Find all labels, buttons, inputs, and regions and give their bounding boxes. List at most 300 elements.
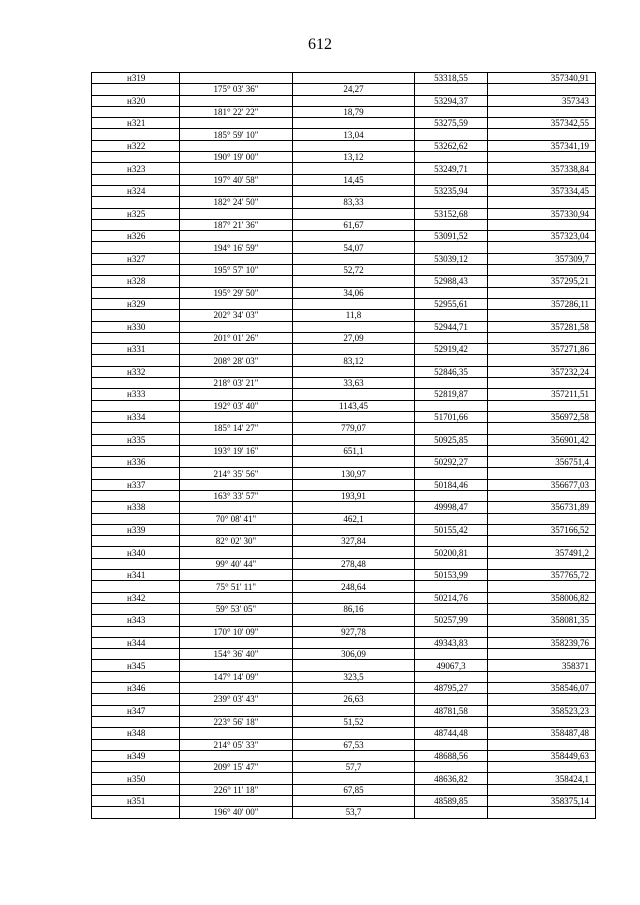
x-coordinate-cell: 49343,83 xyxy=(415,637,488,648)
distance-cell xyxy=(293,321,415,332)
y-coordinate-cell xyxy=(488,355,596,366)
y-coordinate-cell: 357211,51 xyxy=(488,389,596,400)
point-name-cell xyxy=(92,490,180,501)
point-name-cell xyxy=(92,468,180,479)
distance-cell: 462,1 xyxy=(293,513,415,524)
distance-cell: 52,72 xyxy=(293,265,415,276)
distance-cell xyxy=(293,502,415,513)
point-name-cell: н333 xyxy=(92,389,180,400)
segment-row xyxy=(92,784,596,795)
direction-angle-cell xyxy=(180,208,293,219)
x-coordinate-cell xyxy=(415,784,488,795)
direction-angle-cell: 163° 33' 57" xyxy=(180,490,293,501)
x-coordinate-cell xyxy=(415,762,488,773)
distance-cell: 33,63 xyxy=(293,378,415,389)
x-coordinate-cell xyxy=(415,242,488,253)
y-coordinate-cell: 358523,23 xyxy=(488,705,596,716)
point-name-cell xyxy=(92,310,180,321)
point-name-cell: н335 xyxy=(92,434,180,445)
direction-angle-cell xyxy=(180,796,293,807)
distance-cell xyxy=(293,366,415,377)
x-coordinate-cell xyxy=(415,152,488,163)
segment-row xyxy=(92,332,596,343)
y-coordinate-cell xyxy=(488,784,596,795)
x-coordinate-cell xyxy=(415,355,488,366)
point-name-cell xyxy=(92,219,180,230)
distance-cell xyxy=(293,298,415,309)
coordinates-table xyxy=(91,72,596,819)
x-coordinate-cell xyxy=(415,310,488,321)
x-coordinate-cell xyxy=(415,603,488,614)
distance-cell xyxy=(293,683,415,694)
direction-angle-cell: 193° 19' 16" xyxy=(180,445,293,456)
distance-cell xyxy=(293,118,415,129)
point-row xyxy=(92,502,596,513)
distance-cell: 248,64 xyxy=(293,581,415,592)
distance-cell xyxy=(293,570,415,581)
point-name-cell: н320 xyxy=(92,95,180,106)
direction-angle-cell xyxy=(180,502,293,513)
segment-row xyxy=(92,400,596,411)
distance-cell: 18,79 xyxy=(293,106,415,117)
direction-angle-cell xyxy=(180,773,293,784)
distance-cell: 14,45 xyxy=(293,174,415,185)
direction-angle-cell xyxy=(180,231,293,242)
x-coordinate-cell xyxy=(415,84,488,95)
point-name-cell: н329 xyxy=(92,298,180,309)
y-coordinate-cell xyxy=(488,378,596,389)
segment-row xyxy=(92,242,596,253)
direction-angle-cell xyxy=(180,637,293,648)
direction-angle-cell: 190° 19' 00" xyxy=(180,152,293,163)
segment-row xyxy=(92,671,596,682)
distance-cell xyxy=(293,344,415,355)
direction-angle-cell: 208° 28' 03" xyxy=(180,355,293,366)
y-coordinate-cell xyxy=(488,603,596,614)
distance-cell xyxy=(293,185,415,196)
y-coordinate-cell: 357232,24 xyxy=(488,366,596,377)
point-name-cell: н330 xyxy=(92,321,180,332)
y-coordinate-cell xyxy=(488,807,596,818)
direction-angle-cell: 175° 03' 36" xyxy=(180,84,293,95)
x-coordinate-cell: 50214,76 xyxy=(415,592,488,603)
direction-angle-cell xyxy=(180,253,293,264)
point-name-cell xyxy=(92,739,180,750)
distance-cell xyxy=(293,411,415,422)
direction-angle-cell: 214° 05' 33" xyxy=(180,739,293,750)
y-coordinate-cell: 358487,48 xyxy=(488,728,596,739)
distance-cell: 83,12 xyxy=(293,355,415,366)
point-name-cell: н319 xyxy=(92,73,180,84)
point-row xyxy=(92,185,596,196)
y-coordinate-cell xyxy=(488,626,596,637)
point-name-cell xyxy=(92,581,180,592)
x-coordinate-cell: 50292,27 xyxy=(415,457,488,468)
distance-cell xyxy=(293,637,415,648)
y-coordinate-cell: 357295,21 xyxy=(488,276,596,287)
point-name-cell: н325 xyxy=(92,208,180,219)
direction-angle-cell: 226° 11' 18" xyxy=(180,784,293,795)
segment-row xyxy=(92,129,596,140)
point-name-cell xyxy=(92,332,180,343)
y-coordinate-cell: 357330,94 xyxy=(488,208,596,219)
point-row xyxy=(92,434,596,445)
y-coordinate-cell: 357281,58 xyxy=(488,321,596,332)
direction-angle-cell: 182° 24' 50" xyxy=(180,197,293,208)
distance-cell: 86,16 xyxy=(293,603,415,614)
direction-angle-cell xyxy=(180,344,293,355)
point-row xyxy=(92,163,596,174)
y-coordinate-cell xyxy=(488,468,596,479)
y-coordinate-cell: 357309,7 xyxy=(488,253,596,264)
point-name-cell: н346 xyxy=(92,683,180,694)
x-coordinate-cell: 52944,71 xyxy=(415,321,488,332)
x-coordinate-cell: 53039,12 xyxy=(415,253,488,264)
x-coordinate-cell xyxy=(415,287,488,298)
x-coordinate-cell xyxy=(415,671,488,682)
y-coordinate-cell: 357271,86 xyxy=(488,344,596,355)
y-coordinate-cell: 357340,91 xyxy=(488,73,596,84)
direction-angle-cell xyxy=(180,95,293,106)
point-name-cell: н342 xyxy=(92,592,180,603)
x-coordinate-cell: 50925,85 xyxy=(415,434,488,445)
direction-angle-cell: 70° 08' 41" xyxy=(180,513,293,524)
point-name-cell xyxy=(92,716,180,727)
x-coordinate-cell xyxy=(415,739,488,750)
direction-angle-cell xyxy=(180,615,293,626)
x-coordinate-cell xyxy=(415,174,488,185)
direction-angle-cell xyxy=(180,750,293,761)
distance-cell: 13,12 xyxy=(293,152,415,163)
direction-angle-cell: 187° 21' 36" xyxy=(180,219,293,230)
segment-row xyxy=(92,106,596,117)
point-row xyxy=(92,411,596,422)
y-coordinate-cell: 358375,14 xyxy=(488,796,596,807)
y-coordinate-cell xyxy=(488,310,596,321)
point-name-cell: н338 xyxy=(92,502,180,513)
x-coordinate-cell xyxy=(415,197,488,208)
segment-row xyxy=(92,581,596,592)
y-coordinate-cell: 358239,76 xyxy=(488,637,596,648)
distance-cell xyxy=(293,479,415,490)
distance-cell xyxy=(293,163,415,174)
y-coordinate-cell xyxy=(488,174,596,185)
direction-angle-cell xyxy=(180,163,293,174)
distance-cell: 67,53 xyxy=(293,739,415,750)
segment-row xyxy=(92,378,596,389)
direction-angle-cell: 202° 34' 03" xyxy=(180,310,293,321)
x-coordinate-cell xyxy=(415,332,488,343)
x-coordinate-cell xyxy=(415,400,488,411)
distance-cell: 779,07 xyxy=(293,423,415,434)
direction-angle-cell xyxy=(180,434,293,445)
y-coordinate-cell xyxy=(488,445,596,456)
y-coordinate-cell: 357342,55 xyxy=(488,118,596,129)
x-coordinate-cell xyxy=(415,129,488,140)
segment-row xyxy=(92,310,596,321)
point-name-cell xyxy=(92,197,180,208)
direction-angle-cell xyxy=(180,73,293,84)
point-name-cell xyxy=(92,694,180,705)
point-name-cell: н324 xyxy=(92,185,180,196)
direction-angle-cell: 181° 22' 22" xyxy=(180,106,293,117)
y-coordinate-cell: 356972,58 xyxy=(488,411,596,422)
y-coordinate-cell: 357286,11 xyxy=(488,298,596,309)
y-coordinate-cell xyxy=(488,649,596,660)
distance-cell xyxy=(293,547,415,558)
distance-cell: 193,91 xyxy=(293,490,415,501)
x-coordinate-cell xyxy=(415,423,488,434)
x-coordinate-cell xyxy=(415,219,488,230)
direction-angle-cell: 99° 40' 44" xyxy=(180,558,293,569)
direction-angle-cell xyxy=(180,411,293,422)
x-coordinate-cell: 49067,3 xyxy=(415,660,488,671)
direction-angle-cell: 239° 03' 43" xyxy=(180,694,293,705)
direction-angle-cell: 192° 03' 40" xyxy=(180,400,293,411)
y-coordinate-cell xyxy=(488,739,596,750)
distance-cell: 327,84 xyxy=(293,536,415,547)
x-coordinate-cell xyxy=(415,445,488,456)
point-row xyxy=(92,660,596,671)
x-coordinate-cell: 53262,62 xyxy=(415,140,488,151)
distance-cell xyxy=(293,592,415,603)
x-coordinate-cell xyxy=(415,581,488,592)
distance-cell: 34,06 xyxy=(293,287,415,298)
y-coordinate-cell xyxy=(488,694,596,705)
direction-angle-cell: 214° 35' 56" xyxy=(180,468,293,479)
y-coordinate-cell xyxy=(488,400,596,411)
x-coordinate-cell: 53249,71 xyxy=(415,163,488,174)
direction-angle-cell: 194° 16' 59" xyxy=(180,242,293,253)
point-row xyxy=(92,750,596,761)
distance-cell: 67,85 xyxy=(293,784,415,795)
x-coordinate-cell xyxy=(415,265,488,276)
point-name-cell xyxy=(92,513,180,524)
segment-row xyxy=(92,468,596,479)
point-row xyxy=(92,479,596,490)
point-row xyxy=(92,773,596,784)
x-coordinate-cell: 52846,35 xyxy=(415,366,488,377)
point-name-cell: н339 xyxy=(92,524,180,535)
y-coordinate-cell: 358546,07 xyxy=(488,683,596,694)
y-coordinate-cell xyxy=(488,287,596,298)
segment-row xyxy=(92,423,596,434)
direction-angle-cell xyxy=(180,479,293,490)
point-row xyxy=(92,524,596,535)
y-coordinate-cell: 357323,04 xyxy=(488,231,596,242)
x-coordinate-cell: 53318,55 xyxy=(415,73,488,84)
point-row xyxy=(92,728,596,739)
distance-cell xyxy=(293,389,415,400)
x-coordinate-cell: 50184,46 xyxy=(415,479,488,490)
x-coordinate-cell: 49998,47 xyxy=(415,502,488,513)
y-coordinate-cell xyxy=(488,332,596,343)
point-name-cell xyxy=(92,129,180,140)
distance-cell: 323,5 xyxy=(293,671,415,682)
x-coordinate-cell: 53235,94 xyxy=(415,185,488,196)
x-coordinate-cell xyxy=(415,468,488,479)
point-name-cell: н350 xyxy=(92,773,180,784)
segment-row xyxy=(92,219,596,230)
segment-row xyxy=(92,355,596,366)
distance-cell xyxy=(293,660,415,671)
y-coordinate-cell: 357343 xyxy=(488,95,596,106)
distance-cell: 927,78 xyxy=(293,626,415,637)
y-coordinate-cell: 357334,45 xyxy=(488,185,596,196)
point-name-cell xyxy=(92,400,180,411)
y-coordinate-cell: 356677,03 xyxy=(488,479,596,490)
y-coordinate-cell: 357341,19 xyxy=(488,140,596,151)
point-row xyxy=(92,321,596,332)
point-name-cell xyxy=(92,536,180,547)
point-name-cell xyxy=(92,807,180,818)
point-row xyxy=(92,73,596,84)
point-row xyxy=(92,637,596,648)
direction-angle-cell xyxy=(180,298,293,309)
distance-cell xyxy=(293,231,415,242)
x-coordinate-cell: 48744,48 xyxy=(415,728,488,739)
page-number: 612 xyxy=(308,36,332,53)
direction-angle-cell: 209° 15' 47" xyxy=(180,762,293,773)
segment-row xyxy=(92,152,596,163)
direction-angle-cell: 185° 14' 27" xyxy=(180,423,293,434)
point-row xyxy=(92,344,596,355)
distance-cell: 26,63 xyxy=(293,694,415,705)
x-coordinate-cell: 52955,61 xyxy=(415,298,488,309)
distance-cell: 651,1 xyxy=(293,445,415,456)
x-coordinate-cell: 48636,82 xyxy=(415,773,488,784)
x-coordinate-cell xyxy=(415,378,488,389)
direction-angle-cell: 196° 40' 00" xyxy=(180,807,293,818)
direction-angle-cell xyxy=(180,457,293,468)
segment-row xyxy=(92,513,596,524)
point-name-cell: н347 xyxy=(92,705,180,716)
x-coordinate-cell: 53091,52 xyxy=(415,231,488,242)
direction-angle-cell: 185° 59' 10" xyxy=(180,129,293,140)
y-coordinate-cell xyxy=(488,558,596,569)
y-coordinate-cell: 358371 xyxy=(488,660,596,671)
segment-row xyxy=(92,603,596,614)
point-name-cell: н349 xyxy=(92,750,180,761)
direction-angle-cell xyxy=(180,570,293,581)
distance-cell xyxy=(293,434,415,445)
point-name-cell: н321 xyxy=(92,118,180,129)
direction-angle-cell: 195° 29' 50" xyxy=(180,287,293,298)
point-name-cell xyxy=(92,603,180,614)
point-name-cell xyxy=(92,671,180,682)
y-coordinate-cell: 357765,72 xyxy=(488,570,596,581)
point-row xyxy=(92,683,596,694)
point-name-cell xyxy=(92,242,180,253)
point-row xyxy=(92,118,596,129)
y-coordinate-cell xyxy=(488,242,596,253)
distance-cell: 54,07 xyxy=(293,242,415,253)
x-coordinate-cell: 48795,27 xyxy=(415,683,488,694)
y-coordinate-cell xyxy=(488,513,596,524)
segment-row xyxy=(92,84,596,95)
point-row xyxy=(92,95,596,106)
point-name-cell: н323 xyxy=(92,163,180,174)
point-name-cell xyxy=(92,174,180,185)
distance-cell xyxy=(293,253,415,264)
point-name-cell xyxy=(92,378,180,389)
point-name-cell: н340 xyxy=(92,547,180,558)
x-coordinate-cell: 48781,58 xyxy=(415,705,488,716)
direction-angle-cell: 170° 10' 09" xyxy=(180,626,293,637)
distance-cell: 11,8 xyxy=(293,310,415,321)
point-name-cell: н336 xyxy=(92,457,180,468)
distance-cell: 1143,45 xyxy=(293,400,415,411)
distance-cell: 278,48 xyxy=(293,558,415,569)
distance-cell xyxy=(293,208,415,219)
point-name-cell xyxy=(92,558,180,569)
x-coordinate-cell xyxy=(415,649,488,660)
y-coordinate-cell: 357166,52 xyxy=(488,524,596,535)
segment-row xyxy=(92,197,596,208)
point-row xyxy=(92,796,596,807)
direction-angle-cell xyxy=(180,185,293,196)
x-coordinate-cell xyxy=(415,694,488,705)
x-coordinate-cell xyxy=(415,558,488,569)
point-name-cell: н345 xyxy=(92,660,180,671)
direction-angle-cell xyxy=(180,524,293,535)
distance-cell: 27,09 xyxy=(293,332,415,343)
point-name-cell xyxy=(92,106,180,117)
x-coordinate-cell xyxy=(415,513,488,524)
segment-row xyxy=(92,174,596,185)
distance-cell xyxy=(293,796,415,807)
direction-angle-cell: 197° 40' 58" xyxy=(180,174,293,185)
point-name-cell: н332 xyxy=(92,366,180,377)
distance-cell xyxy=(293,728,415,739)
distance-cell xyxy=(293,95,415,106)
x-coordinate-cell: 53294,37 xyxy=(415,95,488,106)
distance-cell xyxy=(293,524,415,535)
point-name-cell: н344 xyxy=(92,637,180,648)
segment-row xyxy=(92,649,596,660)
y-coordinate-cell: 357338,84 xyxy=(488,163,596,174)
y-coordinate-cell xyxy=(488,762,596,773)
x-coordinate-cell xyxy=(415,716,488,727)
y-coordinate-cell xyxy=(488,152,596,163)
y-coordinate-cell xyxy=(488,423,596,434)
point-name-cell xyxy=(92,287,180,298)
distance-cell: 53,7 xyxy=(293,807,415,818)
x-coordinate-cell: 53275,59 xyxy=(415,118,488,129)
segment-row xyxy=(92,287,596,298)
x-coordinate-cell: 52819,87 xyxy=(415,389,488,400)
segment-row xyxy=(92,558,596,569)
distance-cell xyxy=(293,615,415,626)
point-name-cell xyxy=(92,355,180,366)
point-row xyxy=(92,705,596,716)
point-row xyxy=(92,592,596,603)
y-coordinate-cell xyxy=(488,84,596,95)
y-coordinate-cell xyxy=(488,581,596,592)
point-name-cell xyxy=(92,762,180,773)
point-name-cell: н322 xyxy=(92,140,180,151)
direction-angle-cell: 195° 57' 10" xyxy=(180,265,293,276)
distance-cell: 130,97 xyxy=(293,468,415,479)
x-coordinate-cell: 52919,42 xyxy=(415,344,488,355)
point-name-cell: н326 xyxy=(92,231,180,242)
direction-angle-cell xyxy=(180,140,293,151)
direction-angle-cell: 201° 01' 26" xyxy=(180,332,293,343)
distance-cell xyxy=(293,73,415,84)
y-coordinate-cell: 356901,42 xyxy=(488,434,596,445)
point-row xyxy=(92,298,596,309)
segment-row xyxy=(92,490,596,501)
